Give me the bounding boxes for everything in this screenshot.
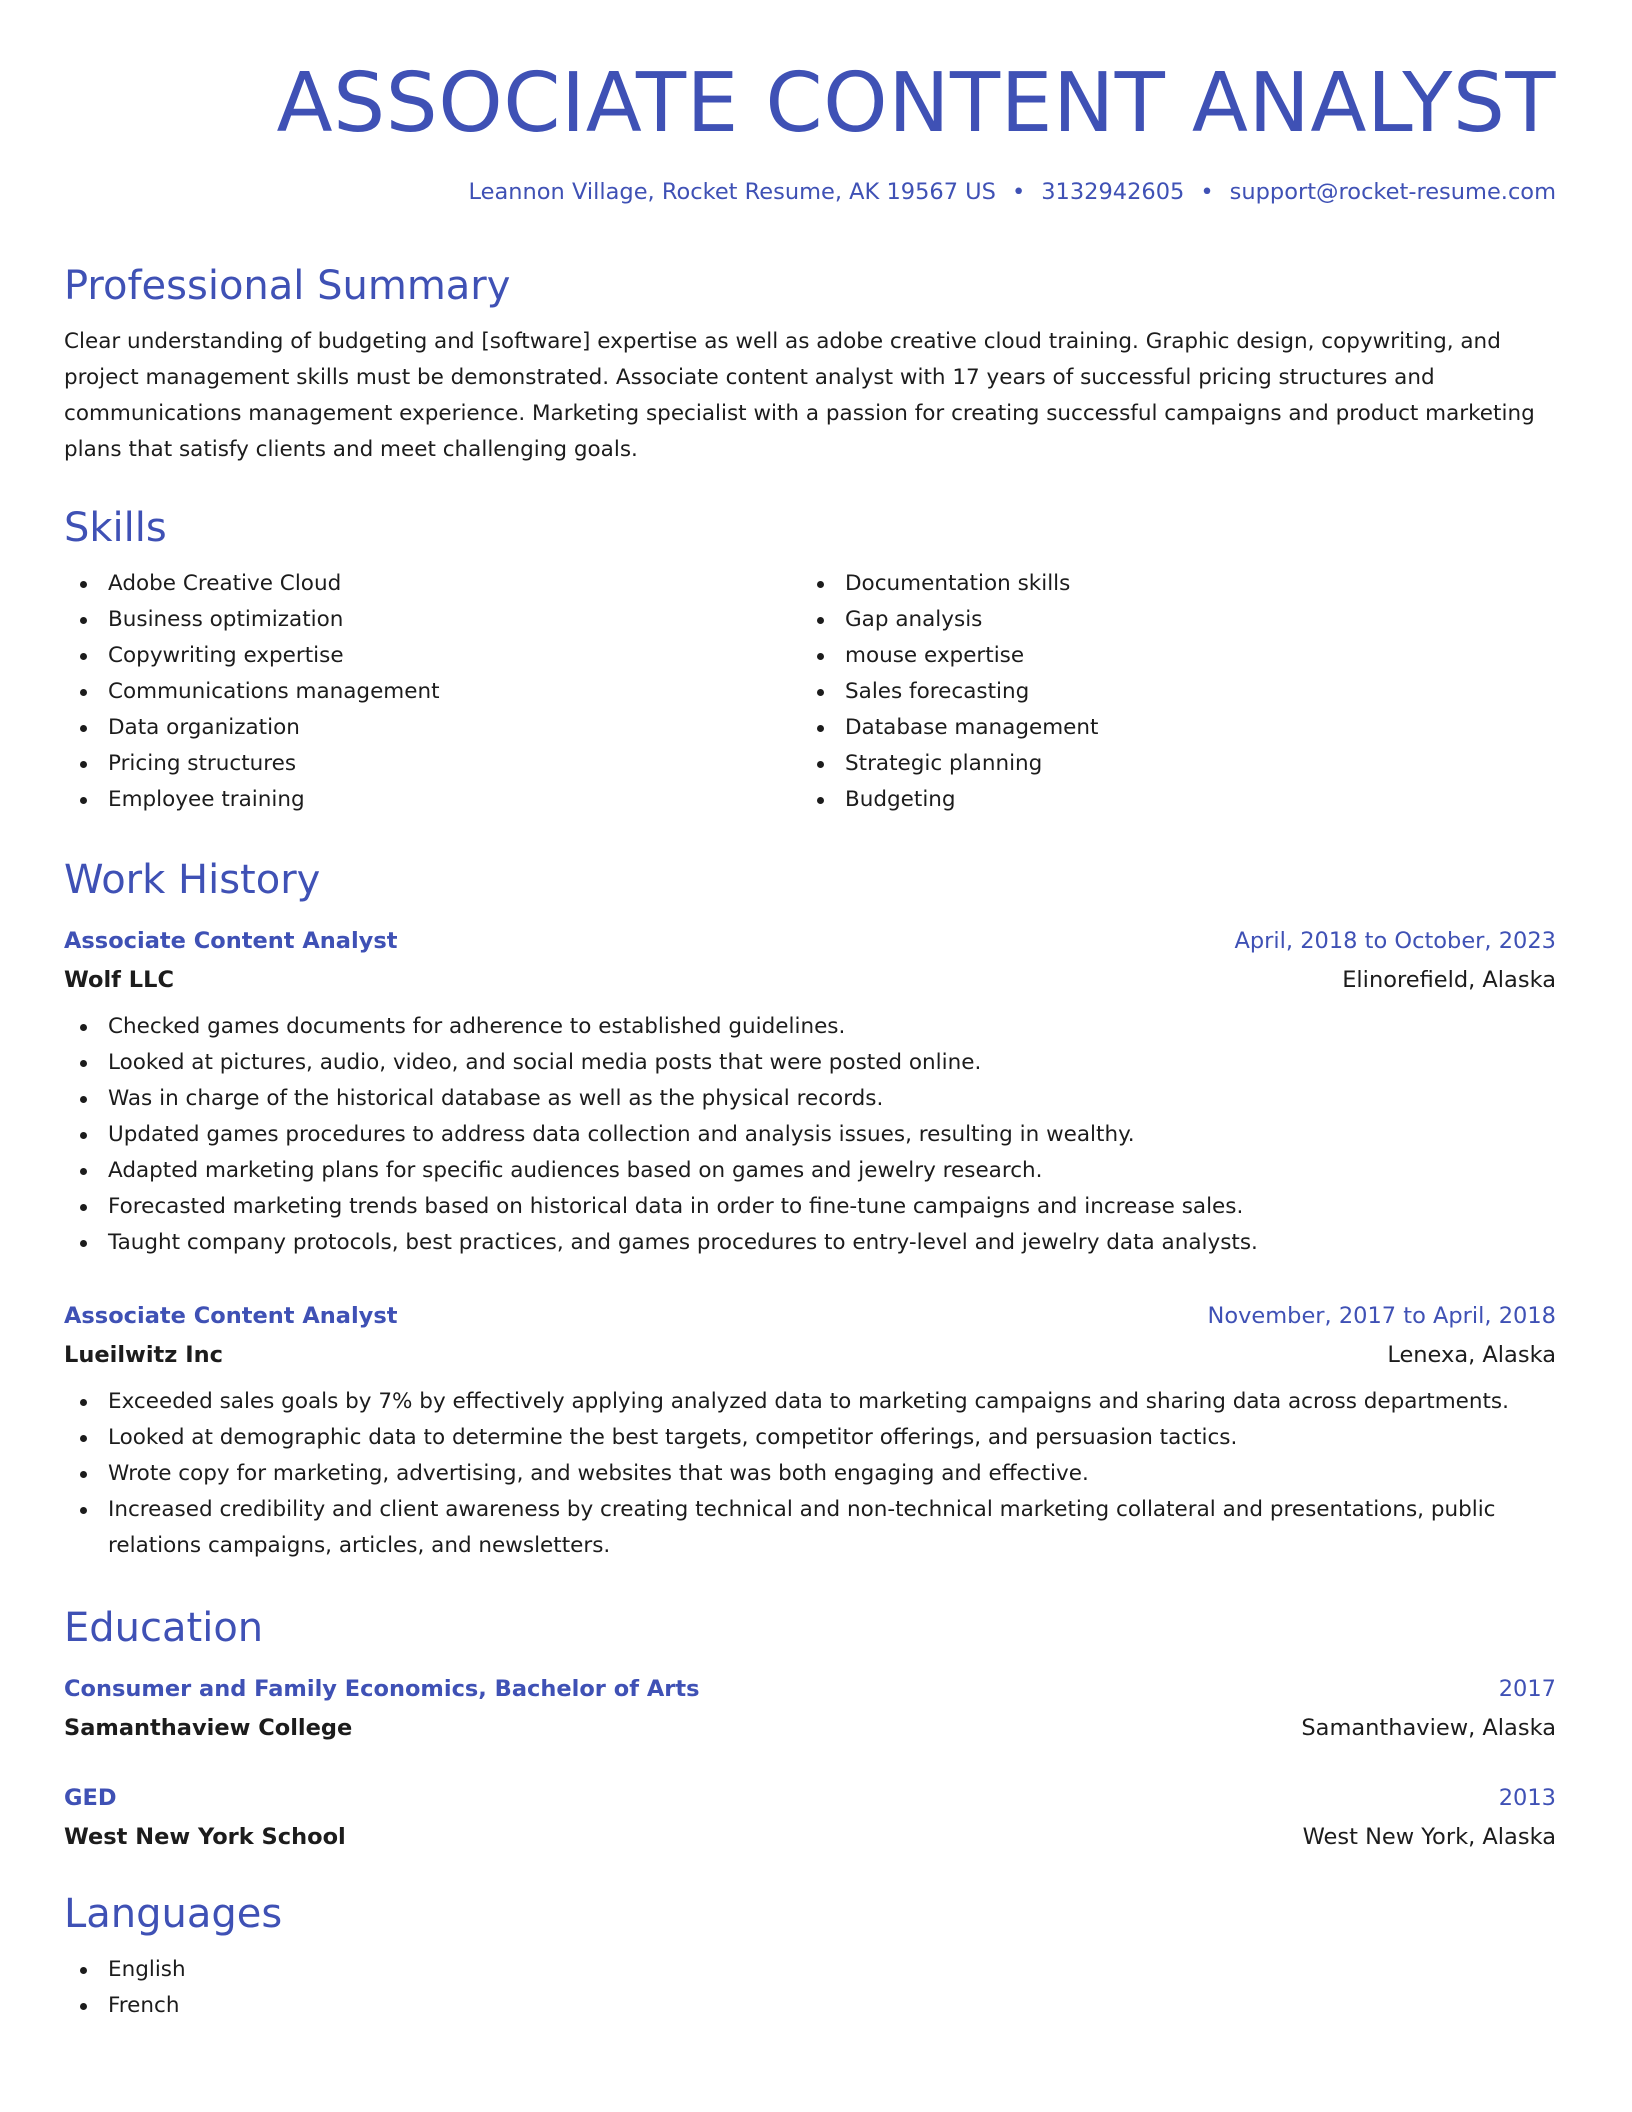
skill-item: Gap analysis — [801, 602, 1538, 638]
job-duties — [64, 1384, 1556, 1564]
skill-item: mouse expertise — [801, 638, 1538, 674]
skill-item: Budgeting — [801, 782, 1538, 818]
email-link[interactable]: support@rocket-resume.com — [1229, 179, 1556, 205]
skill-item: Pricing structures — [64, 746, 801, 782]
language-item: English — [64, 1952, 1556, 1988]
skills-grid — [64, 566, 1556, 818]
education-subheader — [64, 1822, 1556, 1852]
job-header — [64, 926, 1556, 956]
skill-item: Business optimization — [64, 602, 801, 638]
school-location: West New York, Alaska — [1302, 1824, 1556, 1850]
skill-item: Database management — [801, 710, 1538, 746]
education-subheader — [64, 1713, 1556, 1743]
summary-heading: Professional Summary — [64, 263, 511, 309]
duty-item: Exceeded sales goals by 7% by effectively applying analyzed data to marketing campaigns and sharing data across departments. — [64, 1384, 1556, 1420]
resume-title: ASSOCIATE CONTENT ANALYST — [276, 56, 1556, 151]
school-name: West New York School — [64, 1824, 346, 1850]
education-entry — [64, 1674, 1556, 1743]
job-location: Lenexa, Alaska — [1387, 1342, 1556, 1368]
job-entry — [64, 1301, 1556, 1564]
duty-item: Looked at pictures, audio, video, and social media posts that were posted online. — [64, 1045, 1556, 1081]
duty-item: Was in charge of the historical database as well as the physical records. — [64, 1081, 1556, 1117]
duty-item: Adapted marketing plans for specific audiences based on games and jewelry research. — [64, 1153, 1556, 1189]
skill-item: Adobe Creative Cloud — [64, 566, 801, 602]
duty-item: Checked games documents for adherence to established guidelines. — [64, 1009, 1556, 1045]
school-location: Samanthaview, Alaska — [1301, 1715, 1556, 1741]
duty-item: Updated games procedures to address data collection and analysis issues, resulting in wealthy. — [64, 1117, 1556, 1153]
skills-right-column — [801, 566, 1538, 818]
skill-item: Communications management — [64, 674, 801, 710]
graduation-year: 2013 — [1498, 1785, 1556, 1811]
duty-item: Wrote copy for marketing, advertising, and websites that was both engaging and effective. — [64, 1456, 1556, 1492]
job-title: Associate Content Analyst — [64, 928, 398, 954]
education-header — [64, 1783, 1556, 1813]
company-name: Wolf LLC — [64, 967, 174, 993]
job-dates: April, 2018 to October, 2023 — [1234, 928, 1556, 954]
duty-item: Forecasted marketing trends based on historical data in order to fine-tune campaigns and increase sales. — [64, 1189, 1556, 1225]
duty-item: Increased credibility and client awareness by creating technical and non-technical marketing collateral and presentations, public relations campaigns, articles, and newsletters. — [64, 1492, 1556, 1564]
languages-section — [64, 1890, 1556, 2024]
education-header — [64, 1674, 1556, 1704]
languages-heading: Languages — [64, 1891, 283, 1937]
skill-item: Employee training — [64, 782, 801, 818]
skills-heading: Skills — [64, 505, 167, 551]
job-header — [64, 1301, 1556, 1331]
resume-page — [64, 0, 1556, 2018]
education-section — [64, 1604, 1556, 1852]
skill-item: Sales forecasting — [801, 674, 1538, 710]
job-duties — [64, 1009, 1556, 1261]
job-subheader — [64, 965, 1556, 995]
skill-item: Strategic planning — [801, 746, 1538, 782]
duty-item: Looked at demographic data to determine the best targets, competitor offerings, and persuasion tactics. — [64, 1420, 1556, 1456]
school-name: Samanthaview College — [64, 1715, 353, 1741]
education-heading: Education — [64, 1605, 264, 1651]
graduation-year: 2017 — [1498, 1676, 1556, 1702]
skill-item: Documentation skills — [801, 566, 1538, 602]
contact-separator: • — [1011, 179, 1026, 205]
education-entry — [64, 1783, 1556, 1852]
skills-left-column — [64, 566, 801, 818]
contact-line — [64, 177, 1556, 207]
job-dates: November, 2017 to April, 2018 — [1207, 1303, 1556, 1329]
languages-list — [64, 1952, 1556, 2024]
summary-text: Clear understanding of budgeting and [software] expertise as well as adobe creative cloud training. Graphic design, copywriting, and project management skills must be demonstrated. Associate content analyst with 17 years of successful pricing structures and communications management experience. Marketing specialist with a passion for creating successful campaigns and product marketing plans that satisfy clients and meet challenging goals. — [64, 329, 1535, 462]
skill-item: Data organization — [64, 710, 801, 746]
job-entry — [64, 926, 1556, 1261]
phone: 3132942605 — [1041, 179, 1185, 205]
skills-section — [64, 504, 1556, 818]
summary-section — [64, 262, 1556, 468]
address: Leannon Village, Rocket Resume, AK 19567 US — [468, 179, 996, 205]
work-history-heading: Work History — [64, 857, 321, 903]
job-title: Associate Content Analyst — [64, 1303, 398, 1329]
job-subheader — [64, 1340, 1556, 1370]
language-item: French — [64, 1988, 1556, 2024]
degree: Consumer and Family Economics, Bachelor of Arts — [64, 1676, 700, 1702]
degree: GED — [64, 1785, 117, 1811]
contact-separator: • — [1200, 179, 1214, 205]
skill-item: Copywriting expertise — [64, 638, 801, 674]
duty-item: Taught company protocols, best practices, and games procedures to entry-level and jewelry data analysts. — [64, 1225, 1556, 1261]
job-location: Elinorefield, Alaska — [1342, 967, 1556, 993]
company-name: Lueilwitz Inc — [64, 1342, 223, 1368]
work-history-section — [64, 856, 1556, 1564]
